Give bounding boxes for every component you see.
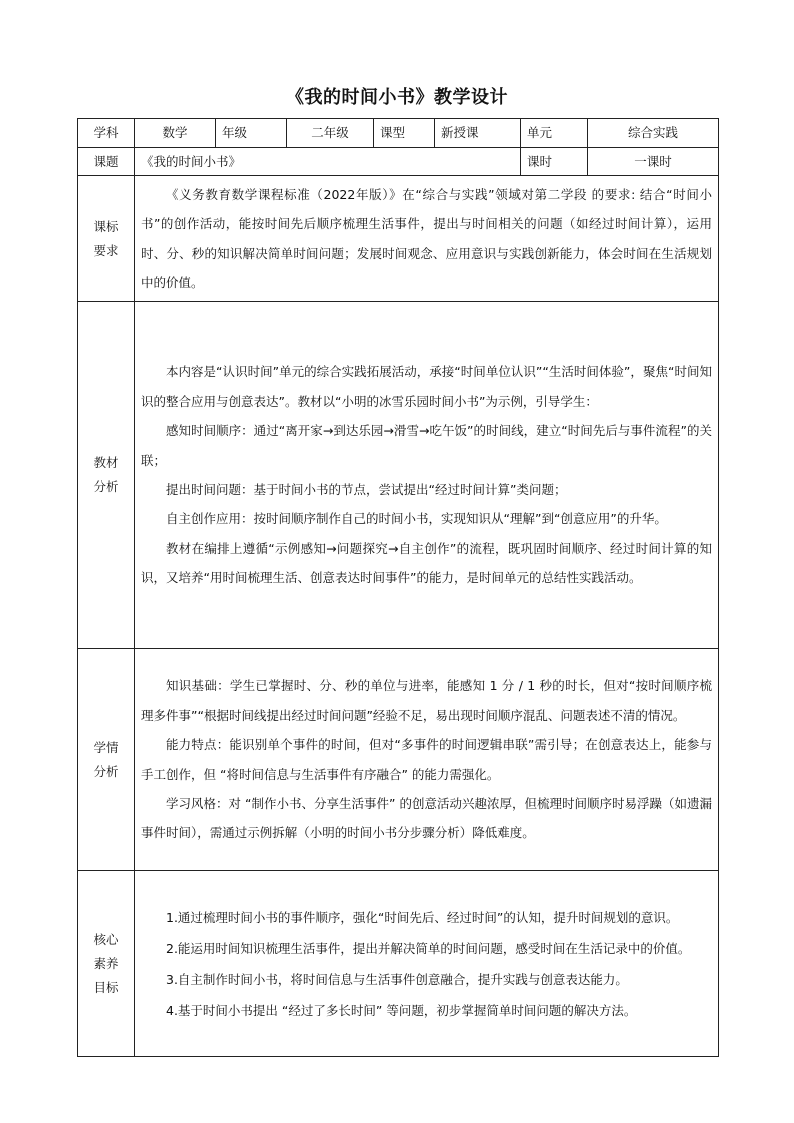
paragraph: 本内容是“认识时间”单元的综合实践拓展活动，承接“时间单位认识”“生活时间体验”，聚焦“时间知识的整合应用与创意表达”。教材以“小明的冰雪乐园时间小书”为示例，引导学生： [141, 364, 712, 409]
document-title: 《我的时间小书》教学设计 [286, 87, 508, 108]
topic-value: 《我的时间小书》 [135, 148, 521, 176]
subject-label: 学科 [78, 119, 135, 148]
paragraph: 学习风格：对 “制作小书、分享生活事件” 的创意活动兴趣浓厚，但梳理时间顺序时易浮躁（如遗漏事件时间），需通过示例拆解（小明的时间小书分步骤分析）降低难度。 [141, 795, 712, 841]
class-hours-value: 一课时 [588, 148, 719, 176]
material-analysis-label: 教材 分析 [78, 302, 135, 649]
core-literacy-goals-label: 核心 素养 目标 [78, 871, 135, 1057]
paragraph: 教材在编排上遵循“示例感知→问题探究→自主创作”的流程，既巩固时间顺序、经过时间计算的知识，又培养“用时间梳理生活、创意表达时间事件”的能力，是时间单元的总结性实践活动。 [141, 540, 712, 586]
material-analysis-content [135, 302, 719, 649]
paragraph: 自主创作应用：按时间顺序制作自己的时间小书，实现知识从“理解”到“创意应用”的升华。 [166, 511, 667, 527]
topic-row [78, 148, 719, 176]
unit-value: 综合实践 [588, 119, 719, 148]
lesson-type-label: 课型 [374, 119, 435, 148]
material-analysis-row [78, 302, 719, 649]
core-literacy-goals-content [135, 871, 719, 1057]
paragraph: 能力特点：能识别单个事件的时间，但对“多事件的时间逻辑串联”需引导；在创意表达上，能参与手工创作，但 “将时间信息与生活事件有序融合” 的能力需强化。 [141, 737, 712, 782]
basic-info-row [78, 119, 719, 148]
goal-item: 3.自主制作时间小书，将时间信息与生活事件创意融合，提升实践与创意表达能力。 [166, 971, 628, 987]
student-analysis-content [135, 649, 719, 871]
grade-label: 年级 [216, 119, 287, 148]
grade-value: 二年级 [287, 119, 374, 148]
topic-label: 课题 [78, 148, 135, 176]
curriculum-standards-label: 课标 要求 [78, 176, 135, 302]
goal-item: 2.能运用时间知识梳理生活事件，提出并解决简单的时间问题，感受时间在生活记录中的价值。 [166, 940, 691, 956]
core-literacy-goals-row [78, 871, 719, 1057]
lesson-plan-table [77, 118, 719, 1057]
curriculum-standards-content: 《义务教育数学课程标准（2022年版）》在“综合与实践”领域对第二学段 的要求: 结合“时间小书”的创作活动，能按时间先后顺序梳理生活事件，提出与时间相关的问题（如经过时间计算），运用时、分、秒的知识解决简单时间问题；发展时间观念、应用意识与实践创新能力，体会时间在生活规划中的价值。 [135, 176, 719, 302]
unit-label: 单元 [521, 119, 588, 148]
lesson-type-value: 新授课 [435, 119, 521, 148]
paragraph: 感知时间顺序：通过“离开家→到达乐园→滑雪→吃午饭”的时间线，建立“时间先后与事件流程”的关联； [141, 423, 712, 468]
subject-value: 数学 [135, 119, 216, 148]
class-hours-label: 课时 [521, 148, 588, 176]
paragraph: 提出时间问题：基于时间小书的节点，尝试提出“经过时间计算”类问题； [166, 482, 567, 497]
goal-item: 4.基于时间小书提出 “经过了多长时间” 等问题，初步掌握简单时间问题的解决方法。 [166, 1002, 637, 1018]
student-analysis-label: 学情 分析 [78, 649, 135, 871]
student-analysis-row [78, 649, 719, 871]
curriculum-standards-row [78, 176, 719, 302]
paragraph: 知识基础：学生已掌握时、分、秒的单位与进率，能感知 1 分 / 1 秒的时长，但对“按时间顺序梳理多件事”“根据时间线提出经过时间问题”经验不足，易出现时间顺序混乱、问题表述不清的情况。 [141, 678, 712, 723]
goal-item: 1.通过梳理时间小书的事件顺序，强化“时间先后、经过时间”的认知，提升时间规划的意识。 [166, 909, 679, 925]
